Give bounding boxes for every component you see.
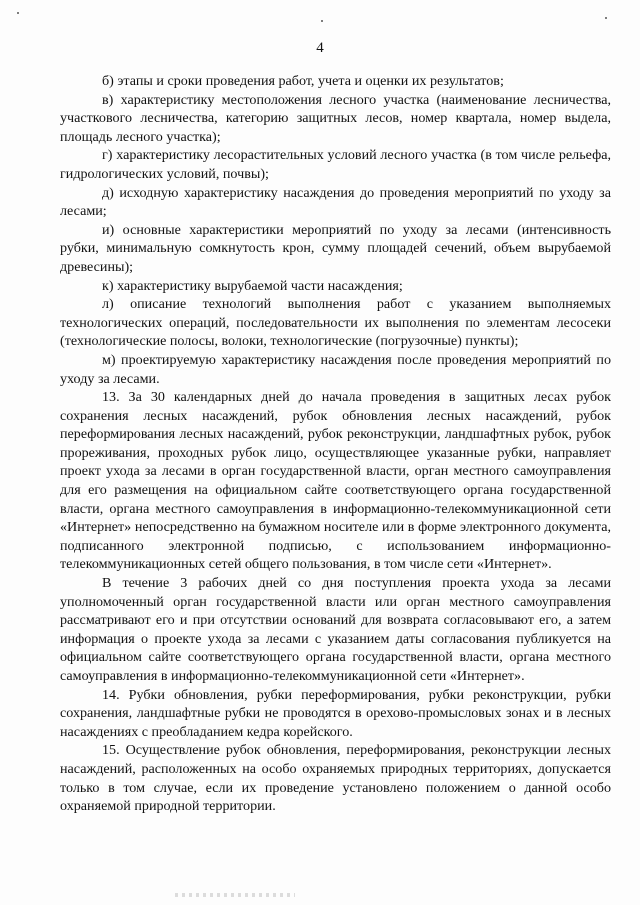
paragraph-d: д) исходную характеристику насаждения до проведения мероприятий по уходу за лесами; (60, 184, 611, 220)
paragraph-i: и) основные характеристики мероприятий по уходу за лесами (интенсивность рубки, минимальную сомкнутость крон, сумму площадей сечений, объем вырубаемой древесины); (60, 221, 611, 275)
paragraph-13-cont: В течение 3 рабочих дней со дня поступления проекта ухода за лесами уполномоченный орган государственной власти или орган местного самоуправления рассматривают его и при отсутствии оснований для возврата согласовывают его, а затем информация о проекте ухода за лесами с указанием даты согласования публикуется на официальном сайте соответствующего органа государственной власти, органа местного самоуправления в информационно-телекоммуникационной сети «Интернет». (60, 575, 611, 684)
paragraph-v: в) характеристику местоположения лесного участка (наименование лесничества, участкового лесничества, категорию защитных лесов, номер квартала, номер выдела, площадь лесного участка); (60, 91, 611, 145)
paragraph-b: б) этапы и сроки проведения работ, учета и оценки их результатов; (102, 73, 504, 89)
paragraph-13: 13. За 30 календарных дней до начала проведения в защитных лесах рубок сохранения лесных насаждений, рубок обновления лесных насаждений, рубок переформирования лесных насаждений, рубок реконструкции, ландшафтных рубок, рубок прореживания, проходных рубок лицо, осуществляющее указанные рубки, направляет проект ухода за лесами в орган государственной власти, орган местного самоуправления для его размещения на официальном сайте соответствующего органа государственной власти, органа местного самоуправления в информационно-телекоммуникационной сети «Интернет» непосредственно на бумажном носителе или в форме электронного документа, подписанного электронной подписью, с использованием информационно-телекоммуникационных сетей общего пользования, в том числе сети «Интернет». (60, 389, 611, 573)
scan-speck (321, 20, 323, 22)
paragraph-k: к) характеристику вырубаемой части насаждения; (102, 277, 403, 294)
paragraph-l: л) описание технологий выполнения работ с указанием выполняемых технологических операций, последовательности их выполнения по элементам лесосеки (технологические полосы, волоки, технологические (погрузочные) пункты); (60, 296, 611, 350)
document-body (60, 72, 611, 816)
paragraph-g: г) характеристику лесорастительных условий лесного участка (в том числе рельефа, гидрологических условий, почвы); (60, 147, 611, 182)
scan-artifact (175, 893, 295, 897)
paragraph-15: 15. Осуществление рубок обновления, переформирования, реконструкции лесных насаждений, расположенных на особо охраняемых природных территориях, допускается только в том случае, если их проведение установлено положением о данной особо охраняемой природной территории. (60, 742, 611, 815)
paragraph-14: 14. Рубки обновления, рубки переформирования, рубки реконструкции, рубки сохранения, ландшафтные рубки не проводятся в орехово-промысловых зонах и в лесных насаждениях с преобладанием кедра корейского. (60, 686, 611, 740)
scan-speck (17, 12, 19, 14)
paragraph-m: м) проектируемую характеристику насаждения после проведения мероприятий по уходу за лесами. (60, 351, 611, 387)
scan-speck (605, 17, 607, 19)
page-number: 4 (316, 40, 324, 56)
